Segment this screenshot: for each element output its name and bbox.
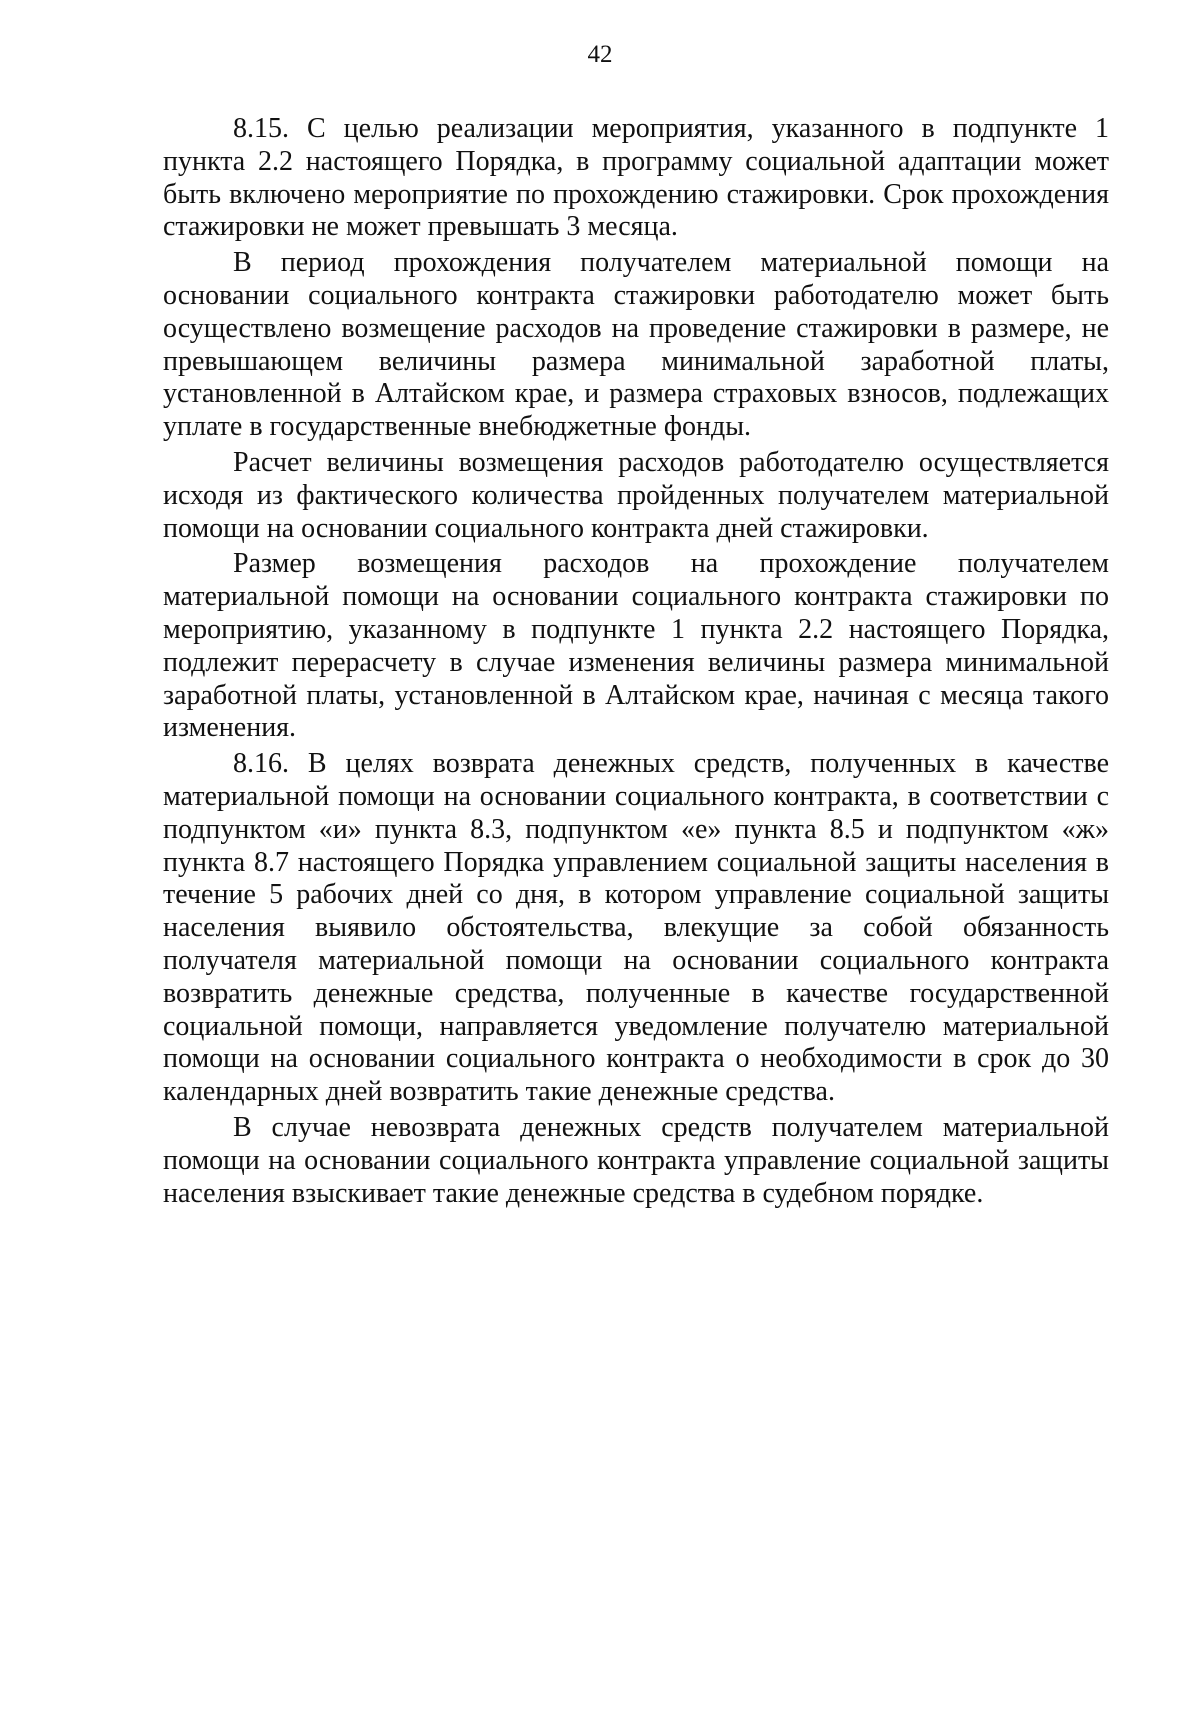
paragraph-8-15: 8.15. С целью реализации мероприятия, указанного в подпункте 1 пункта 2.2 настоящего Порядка, в программу социальной адаптации может быть включено мероприятие по прохождению стажировки. Срок прохождения стажировки не может превышать 3 месяца. [163,113,1109,243]
paragraph-reimbursement-calculation: Расчет величины возмещения расходов работодателю осуществляется исходя из фактического количества пройденных получателем материальной помощи на основании социального контракта дней стажировки. [163,446,1109,544]
paragraph-court-recovery: В случае невозврата денежных средств получателем материальной помощи на основании социального контракта управление социальной защиты населения взыскивает такие денежные средства в судебном порядке. [163,1111,1109,1209]
page-number: 42 [587,41,613,68]
paragraph-8-16: 8.16. В целях возврата денежных средств, полученных в качестве материальной помощи на основании социального контракта, в соответствии с подпунктом «и» пункта 8.3, подпунктом «е» пункта 8.5 и подпунктом «ж» пункта 8.7 настоящего Порядка управлением социальной защиты населения в течение 5 рабочих дней со дня, в котором управление социальной защиты населения выявило обстоятельства, влекущие за собой обязанность получателя материальной помощи на основании социального контракта возвратить денежные средства, полученные в качестве государственной социальной помощи, направляется уведомление получателю материальной помощи на основании социального контракта о необходимости в срок до 30 календарных дней возвратить такие денежные средства. [163,748,1109,1108]
document-body [163,113,1109,1213]
paragraph-reimbursement-recalculation: Размер возмещения расходов на прохождение получателем материальной помощи на основании социального контракта стажировки по мероприятию, указанному в подпункте 1 пункта 2.2 настоящего Порядка, подлежит перерасчету в случае изменения величины размера минимальной заработной платы, установленной в Алтайском крае, начиная с месяца такого изменения. [163,548,1109,744]
paragraph-internship-reimbursement: В период прохождения получателем материальной помощи на основании социального контракта стажировки работодателю может быть осуществлено возмещение расходов на проведение стажировки в размере, не превышающем величины размера минимальной заработной платы, установленной в Алтайском крае, и размера страховых взносов, подлежащих уплате в государственные внебюджетные фонды. [163,247,1109,443]
